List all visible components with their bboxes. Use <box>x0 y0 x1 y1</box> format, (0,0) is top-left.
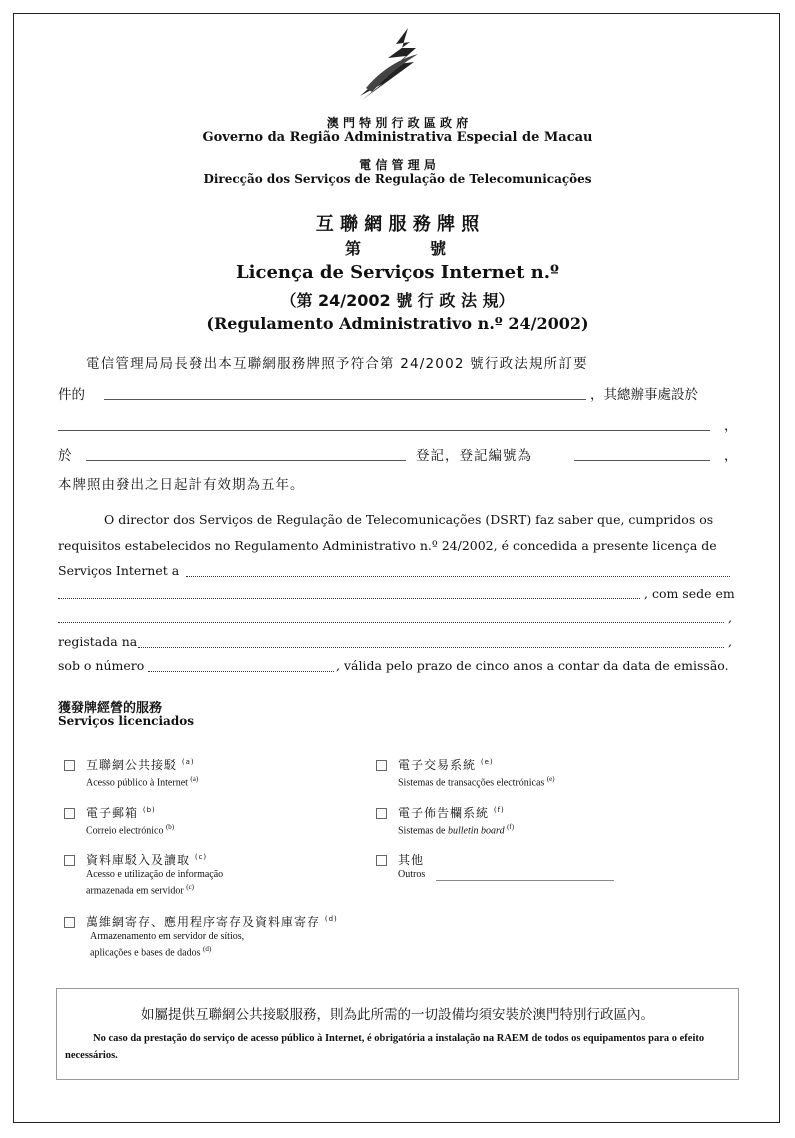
zh-body-line2-prefix: 件的 <box>58 387 85 403</box>
note-zh: 如屬提供互聯網公共接駁服務，則為此所需的一切設備均須安裝於澳門特別行政區內。 <box>141 1007 654 1023</box>
service-other-zh: 其他 <box>398 853 425 867</box>
macau-emblem-icon <box>352 26 422 102</box>
service-c-zh: 資料庫駁入及讀取 $^{(c)}$ <box>86 853 208 867</box>
licensee-name-pt-field-cont <box>58 598 640 599</box>
service-a-zh: 互聯網公共接駁 $^{(a)}$ <box>86 758 195 772</box>
checkbox-public-internet-access[interactable] <box>64 760 75 771</box>
service-d-pt-line1: Armazenamento em servidor de sítios, <box>90 931 245 942</box>
dept-name-pt: Direcção dos Serviços de Regulação de Telecomunicações <box>203 172 592 186</box>
title-pt: Licença de Serviços Internet n.º <box>235 262 559 283</box>
zh-body-line1: 電信管理局局長發出本互聯網服務牌照予符合第 24/2002 號行政法規所訂要 <box>86 356 588 372</box>
pt-body-line3-prefix: Serviços Internet a <box>58 563 180 578</box>
zh-body-line5: 本牌照由發出之日起計有效期為五年。 <box>58 477 305 493</box>
pt-body-line7-suffix: , válida pelo prazo de cinco anos a contar da data de emissão. <box>336 658 729 673</box>
service-f-zh: 電子佈告欄系統 $^{(f)}$ <box>398 806 505 820</box>
checkbox-electronic-transactions[interactable] <box>376 760 387 771</box>
zh-body-line2-suffix: ，其總辦事處設於 <box>590 387 698 403</box>
head-office-zh-field <box>58 430 710 431</box>
note-box <box>56 988 739 1080</box>
registration-number-pt-field <box>148 671 334 672</box>
note-pt: No caso da prestação do serviço de acesso público à Internet, é obrigatória a instalação na RAEM de todos os equipamentos para o efeito necessários. <box>65 1033 705 1061</box>
title-number-suffix-zh: 號 <box>430 239 447 258</box>
registry-zh-field <box>86 460 406 461</box>
checkbox-other[interactable] <box>376 855 387 866</box>
checkbox-hosting[interactable] <box>64 917 75 928</box>
pt-body-line7-prefix: sob o número <box>58 658 145 673</box>
pt-body-line1: O director dos Serviços de Regulação de Telecomunicações (DSRT) faz saber que, cumpridos os <box>104 512 714 527</box>
pt-comma-1: , <box>728 610 732 625</box>
service-b-pt: Correio electrónico $^{(b)}$ <box>86 823 175 837</box>
pt-body-line6-prefix: registada na <box>58 634 138 649</box>
pt-comma-2: , <box>728 634 732 649</box>
service-d-pt-line2: aplicações e bases de dados $^{(d)}$ <box>90 945 212 959</box>
services-heading-pt: Serviços licenciados <box>58 714 194 728</box>
registration-number-zh-field <box>574 460 710 461</box>
pt-body-line2: requisitos estabelecidos no Regulamento Administrativo n.º 24/2002, é concedida a presente licença de <box>58 538 717 553</box>
service-f-pt: Sistemas de bulletin board $^{(f)}$ <box>398 823 515 837</box>
service-a-pt: Acesso público à Internet $^{(a)}$ <box>86 775 199 789</box>
licensee-name-zh-field <box>104 399 586 400</box>
checkbox-database-access[interactable] <box>64 855 75 866</box>
zh-comma-2: ， <box>724 448 738 464</box>
licensee-name-pt-field <box>186 576 730 577</box>
service-c-pt-line2: armazenada em servidor $^{(c)}$ <box>86 883 195 897</box>
regulation-zh: （第 24/2002 號 行 政 法 規） <box>280 291 515 310</box>
services-heading-zh: 獲發牌經營的服務 <box>58 701 163 716</box>
checkbox-bulletin-board[interactable] <box>376 808 387 819</box>
gov-name-pt: Governo da Região Administrativa Especial de Macau <box>202 130 593 145</box>
zh-body-line4-mid: 登記，登記編號為 <box>416 448 532 464</box>
service-d-zh: 萬維網寄存、應用程序寄存及資料庫寄存 $^{(d)}$ <box>86 915 338 929</box>
checkbox-email[interactable] <box>64 808 75 819</box>
service-e-zh: 電子交易系統 $^{(e)}$ <box>398 758 494 772</box>
dept-name-zh: 電 信 管 理 局 <box>359 158 436 172</box>
pt-body-line4-suffix: , com sede em <box>644 586 735 601</box>
gov-name-zh: 澳 門 特 別 行 政 區 政 府 <box>326 116 469 130</box>
service-e-pt: Sistemas de transacções electrónicas $^{(e)}$ <box>398 775 555 789</box>
service-b-zh: 電子郵箱 $^{(b)}$ <box>86 806 156 820</box>
head-office-pt-field <box>58 622 724 623</box>
regulation-pt: (Regulamento Administrativo n.º 24/2002) <box>206 314 589 333</box>
zh-body-line4-prefix: 於 <box>58 448 72 464</box>
service-other-pt: Outros <box>398 869 426 880</box>
zh-comma-1: ， <box>724 418 738 434</box>
service-c-pt-line1: Acesso e utilização de informação <box>86 869 224 880</box>
registry-pt-field <box>138 647 724 648</box>
title-number-prefix-zh: 第 <box>345 239 362 258</box>
other-service-field[interactable] <box>436 880 614 881</box>
title-zh: 互 聯 網 服 務 牌 照 <box>315 214 480 235</box>
